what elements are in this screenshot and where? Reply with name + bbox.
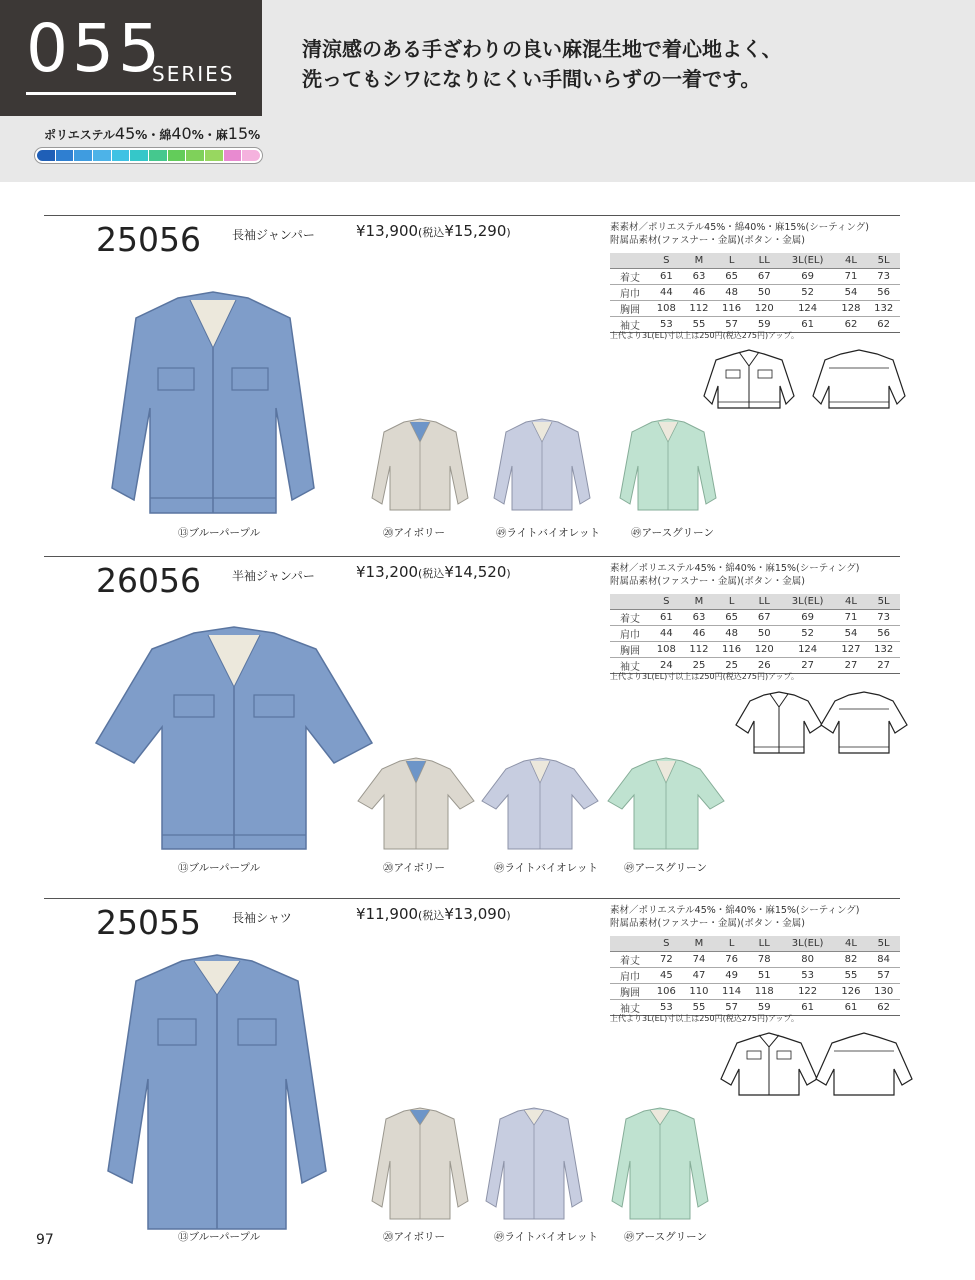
garment-blue-purple [108,288,318,528]
color-caption: ㊾ライトバイオレット [496,527,601,539]
size-row-label: 胸囲 [610,983,650,999]
size-cell: 120 [748,641,781,657]
size-row [610,967,900,983]
blend-bar-segment [186,150,204,161]
size-cell: 61 [781,999,835,1015]
size-cell: 62 [835,316,868,332]
garment-light-violet [480,755,600,855]
size-cell: 108 [650,641,683,657]
size-cell: 48 [715,625,748,641]
size-cell: 106 [650,983,683,999]
size-cell: 108 [650,300,683,316]
size-table [610,936,900,1016]
product-25055 [44,898,900,1243]
garment-earth-green [606,755,726,855]
size-row-label: 肩巾 [610,625,650,641]
garment-earth-green [618,416,718,516]
product-code: 25055 [96,903,201,942]
size-header: 4L [835,253,868,268]
size-cell: 74 [683,951,716,967]
size-header-corner [610,594,650,609]
size-row [610,641,900,657]
material-line-2: 附属品素材(ファスナー・金属)(ボタン・金属) [610,918,805,929]
size-cell: 126 [835,983,868,999]
size-cell: 59 [748,316,781,332]
blend-bar-segment [130,150,148,161]
size-header: LL [748,253,781,268]
size-cell: 52 [781,284,835,300]
color-caption: ㊾アースグリーン [631,527,714,539]
size-cell: 57 [715,316,748,332]
blend-percent: % [191,128,204,142]
size-cell: 56 [867,284,900,300]
size-row-label: 袖丈 [610,657,650,673]
size-table [610,253,900,333]
size-header: LL [748,594,781,609]
size-row [610,625,900,641]
back-sketch-icon [819,689,909,759]
blend-bar-segment [112,150,130,161]
size-cell: 45 [650,967,683,983]
product-code: 25056 [96,220,201,259]
blend-polyester-value: 45 [114,124,136,143]
size-cell: 50 [748,625,781,641]
size-cell: 55 [835,967,868,983]
size-cell: 25 [683,657,716,673]
size-row-label: 肩巾 [610,284,650,300]
size-row [610,268,900,284]
size-cell: 82 [835,951,868,967]
size-row-label: 肩巾 [610,967,650,983]
size-cell: 84 [867,951,900,967]
size-cell: 132 [867,641,900,657]
size-cell: 120 [748,300,781,316]
size-cell: 114 [715,983,748,999]
size-cell: 52 [781,625,835,641]
price-value: ¥13,900 [356,222,419,240]
size-cell: 61 [650,609,683,625]
size-cell: 53 [650,999,683,1015]
size-cell: 73 [867,609,900,625]
back-sketch-icon [809,346,909,416]
size-cell: 110 [683,983,716,999]
size-cell: 26 [748,657,781,673]
blend-linen-label: 麻 [215,128,228,142]
garment-ivory [370,1105,470,1223]
blend-bar-segment [149,150,167,161]
size-cell: 24 [650,657,683,673]
material-line-1: 素素材／ポリエステル45%・綿40%・麻15%(シーティング) [610,222,869,233]
size-cell: 54 [835,625,868,641]
size-cell: 72 [650,951,683,967]
tax-label: (税込 [418,226,445,239]
size-cell: 47 [683,967,716,983]
material-line-2: 附属品素材(ファスナー・金属)(ボタン・金属) [610,235,805,246]
size-cell: 124 [781,300,835,316]
blend-percent: % [135,128,148,142]
size-row-label: 袖丈 [610,999,650,1015]
material-line-1: 素材／ポリエステル45%・綿40%・麻15%(シーティング) [610,563,860,574]
color-caption: ㊾ライトバイオレット [494,1231,599,1243]
size-cell: 128 [835,300,868,316]
size-cell: 71 [835,609,868,625]
size-cell: 25 [715,657,748,673]
blend-bar-segment [242,150,260,161]
size-cell: 55 [683,316,716,332]
blend-bar-segment [205,150,223,161]
catch-line-1: 清涼感のある手ざわりの良い麻混生地で着心地よく、 [302,37,782,61]
size-row-label: 着丈 [610,609,650,625]
size-cell: 118 [748,983,781,999]
size-row [610,951,900,967]
size-cell: 67 [748,268,781,284]
size-cell: 69 [781,268,835,284]
size-cell: 63 [683,268,716,284]
blend-bar-segment [93,150,111,161]
product-name: 半袖ジャンパー [232,569,315,583]
garment-light-violet [484,1105,584,1223]
tax-close: ) [506,226,511,239]
size-header: 5L [867,936,900,951]
size-header: LL [748,936,781,951]
garment-blue-purple [94,623,374,863]
size-cell: 27 [835,657,868,673]
blend-linen-value: 15 [227,124,249,143]
size-row [610,609,900,625]
size-cell: 67 [748,609,781,625]
size-header-corner [610,936,650,951]
size-cell: 127 [835,641,868,657]
series-label: SERIES [152,62,235,86]
size-cell: 61 [650,268,683,284]
size-cell: 51 [748,967,781,983]
color-caption: ㊾アースグリーン [624,1231,707,1243]
size-header: M [683,594,716,609]
price-value: ¥11,900 [356,905,419,923]
size-cell: 130 [867,983,900,999]
size-cell: 112 [683,300,716,316]
front-sketch-icon [734,689,824,759]
blend-color-bar [34,147,263,164]
size-row-label: 胸囲 [610,641,650,657]
size-row-label: 胸囲 [610,300,650,316]
size-header: L [715,936,748,951]
size-row [610,983,900,999]
size-header: 3L(EL) [781,936,835,951]
size-cell: 69 [781,609,835,625]
blend-bar-segment [56,150,74,161]
product-code: 26056 [96,561,201,600]
size-cell: 57 [867,967,900,983]
material-info [610,221,869,247]
garment-ivory [356,755,476,855]
color-caption: ㊾アースグリーン [624,862,707,874]
blend-percent: % [248,128,261,142]
size-header: 3L(EL) [781,253,835,268]
size-cell: 44 [650,284,683,300]
size-cell: 53 [650,316,683,332]
blend-dot: ・ [203,128,216,142]
size-cell: 62 [867,316,900,332]
size-cell: 61 [835,999,868,1015]
front-sketch-icon [719,1029,819,1099]
back-sketch-icon [814,1029,914,1099]
size-row [610,300,900,316]
size-cell: 122 [781,983,835,999]
series-underline [26,92,236,95]
size-cell: 73 [867,268,900,284]
color-caption: ⑬ブルーパープル [178,527,261,539]
size-header: 4L [835,594,868,609]
size-header: M [683,936,716,951]
size-cell: 56 [867,625,900,641]
blend-bar-segment [224,150,242,161]
size-row-label: 袖丈 [610,316,650,332]
blend-polyester-label: ポリエステル [44,128,115,142]
product-name: 長袖ジャンパー [232,228,315,242]
size-row-label: 着丈 [610,268,650,284]
color-caption: ⑬ブルーパープル [178,862,261,874]
series-number: 055 [26,10,164,87]
material-info [610,904,859,930]
size-cell: 50 [748,284,781,300]
size-cell: 27 [781,657,835,673]
size-row-label: 着丈 [610,951,650,967]
size-note: 上代より3L(EL)寸以上は250円(税込275円)アップ。 [610,331,799,340]
size-note: 上代より3L(EL)寸以上は250円(税込275円)アップ。 [610,1014,799,1023]
size-note: 上代より3L(EL)寸以上は250円(税込275円)アップ。 [610,672,799,681]
size-header: 4L [835,936,868,951]
size-cell: 27 [867,657,900,673]
size-header: S [650,253,683,268]
size-cell: 54 [835,284,868,300]
size-header: S [650,594,683,609]
size-header: L [715,253,748,268]
size-cell: 49 [715,967,748,983]
product-price [356,222,511,240]
fabric-blend [44,124,260,143]
blend-cotton-label: 綿 [159,128,172,142]
tax-label: (税込 [418,909,445,922]
blend-bar-segment [168,150,186,161]
product-price [356,905,511,923]
size-cell: 46 [683,625,716,641]
garment-earth-green [610,1105,710,1223]
garment-ivory [370,416,470,516]
size-cell: 65 [715,609,748,625]
blend-dot: ・ [147,128,160,142]
garment-blue-purple [102,951,332,1241]
color-caption: ⑳アイボリー [383,1231,446,1243]
catch-copy [302,34,782,94]
tax-close: ) [506,567,511,580]
size-cell: 80 [781,951,835,967]
size-cell: 48 [715,284,748,300]
page-number: 97 [36,1232,54,1248]
size-cell: 65 [715,268,748,284]
tax-close: ) [506,909,511,922]
color-caption: ⑬ブルーパープル [178,1231,261,1243]
size-cell: 57 [715,999,748,1015]
size-header: 5L [867,594,900,609]
material-info [610,562,859,588]
tax-price: ¥13,090 [444,905,507,923]
garment-light-violet [492,416,592,516]
size-table [610,594,900,674]
size-header: M [683,253,716,268]
size-cell: 124 [781,641,835,657]
product-26056 [44,556,900,896]
product-name: 長袖シャツ [232,911,292,925]
size-cell: 78 [748,951,781,967]
tax-label: (税込 [418,567,445,580]
tax-price: ¥15,290 [444,222,507,240]
catch-line-2: 洗ってもシワになりにくい手間いらずの一着です。 [302,67,761,91]
color-caption: ⑳アイボリー [383,862,446,874]
size-header: 3L(EL) [781,594,835,609]
size-cell: 53 [781,967,835,983]
front-sketch-icon [694,346,804,416]
size-cell: 63 [683,609,716,625]
blend-bar-segment [74,150,92,161]
material-line-1: 素材／ポリエステル45%・綿40%・麻15%(シーティング) [610,905,860,916]
size-header: L [715,594,748,609]
size-cell: 76 [715,951,748,967]
size-header: 5L [867,253,900,268]
size-header-corner [610,253,650,268]
size-cell: 59 [748,999,781,1015]
size-cell: 46 [683,284,716,300]
blend-bar-segment [37,150,55,161]
size-cell: 61 [781,316,835,332]
series-badge [0,0,262,116]
size-cell: 55 [683,999,716,1015]
size-cell: 132 [867,300,900,316]
size-cell: 62 [867,999,900,1015]
size-cell: 71 [835,268,868,284]
material-line-2: 附属品素材(ファスナー・金属)(ボタン・金属) [610,576,805,587]
size-header: S [650,936,683,951]
product-25056 [44,215,900,555]
size-cell: 116 [715,641,748,657]
size-cell: 116 [715,300,748,316]
price-value: ¥13,200 [356,563,419,581]
product-price [356,563,511,581]
blend-cotton-value: 40 [171,124,192,143]
color-caption: ㊾ライトバイオレット [494,862,599,874]
tax-price: ¥14,520 [444,563,507,581]
size-row [610,284,900,300]
size-cell: 44 [650,625,683,641]
size-cell: 112 [683,641,716,657]
color-caption: ⑳アイボリー [383,527,446,539]
